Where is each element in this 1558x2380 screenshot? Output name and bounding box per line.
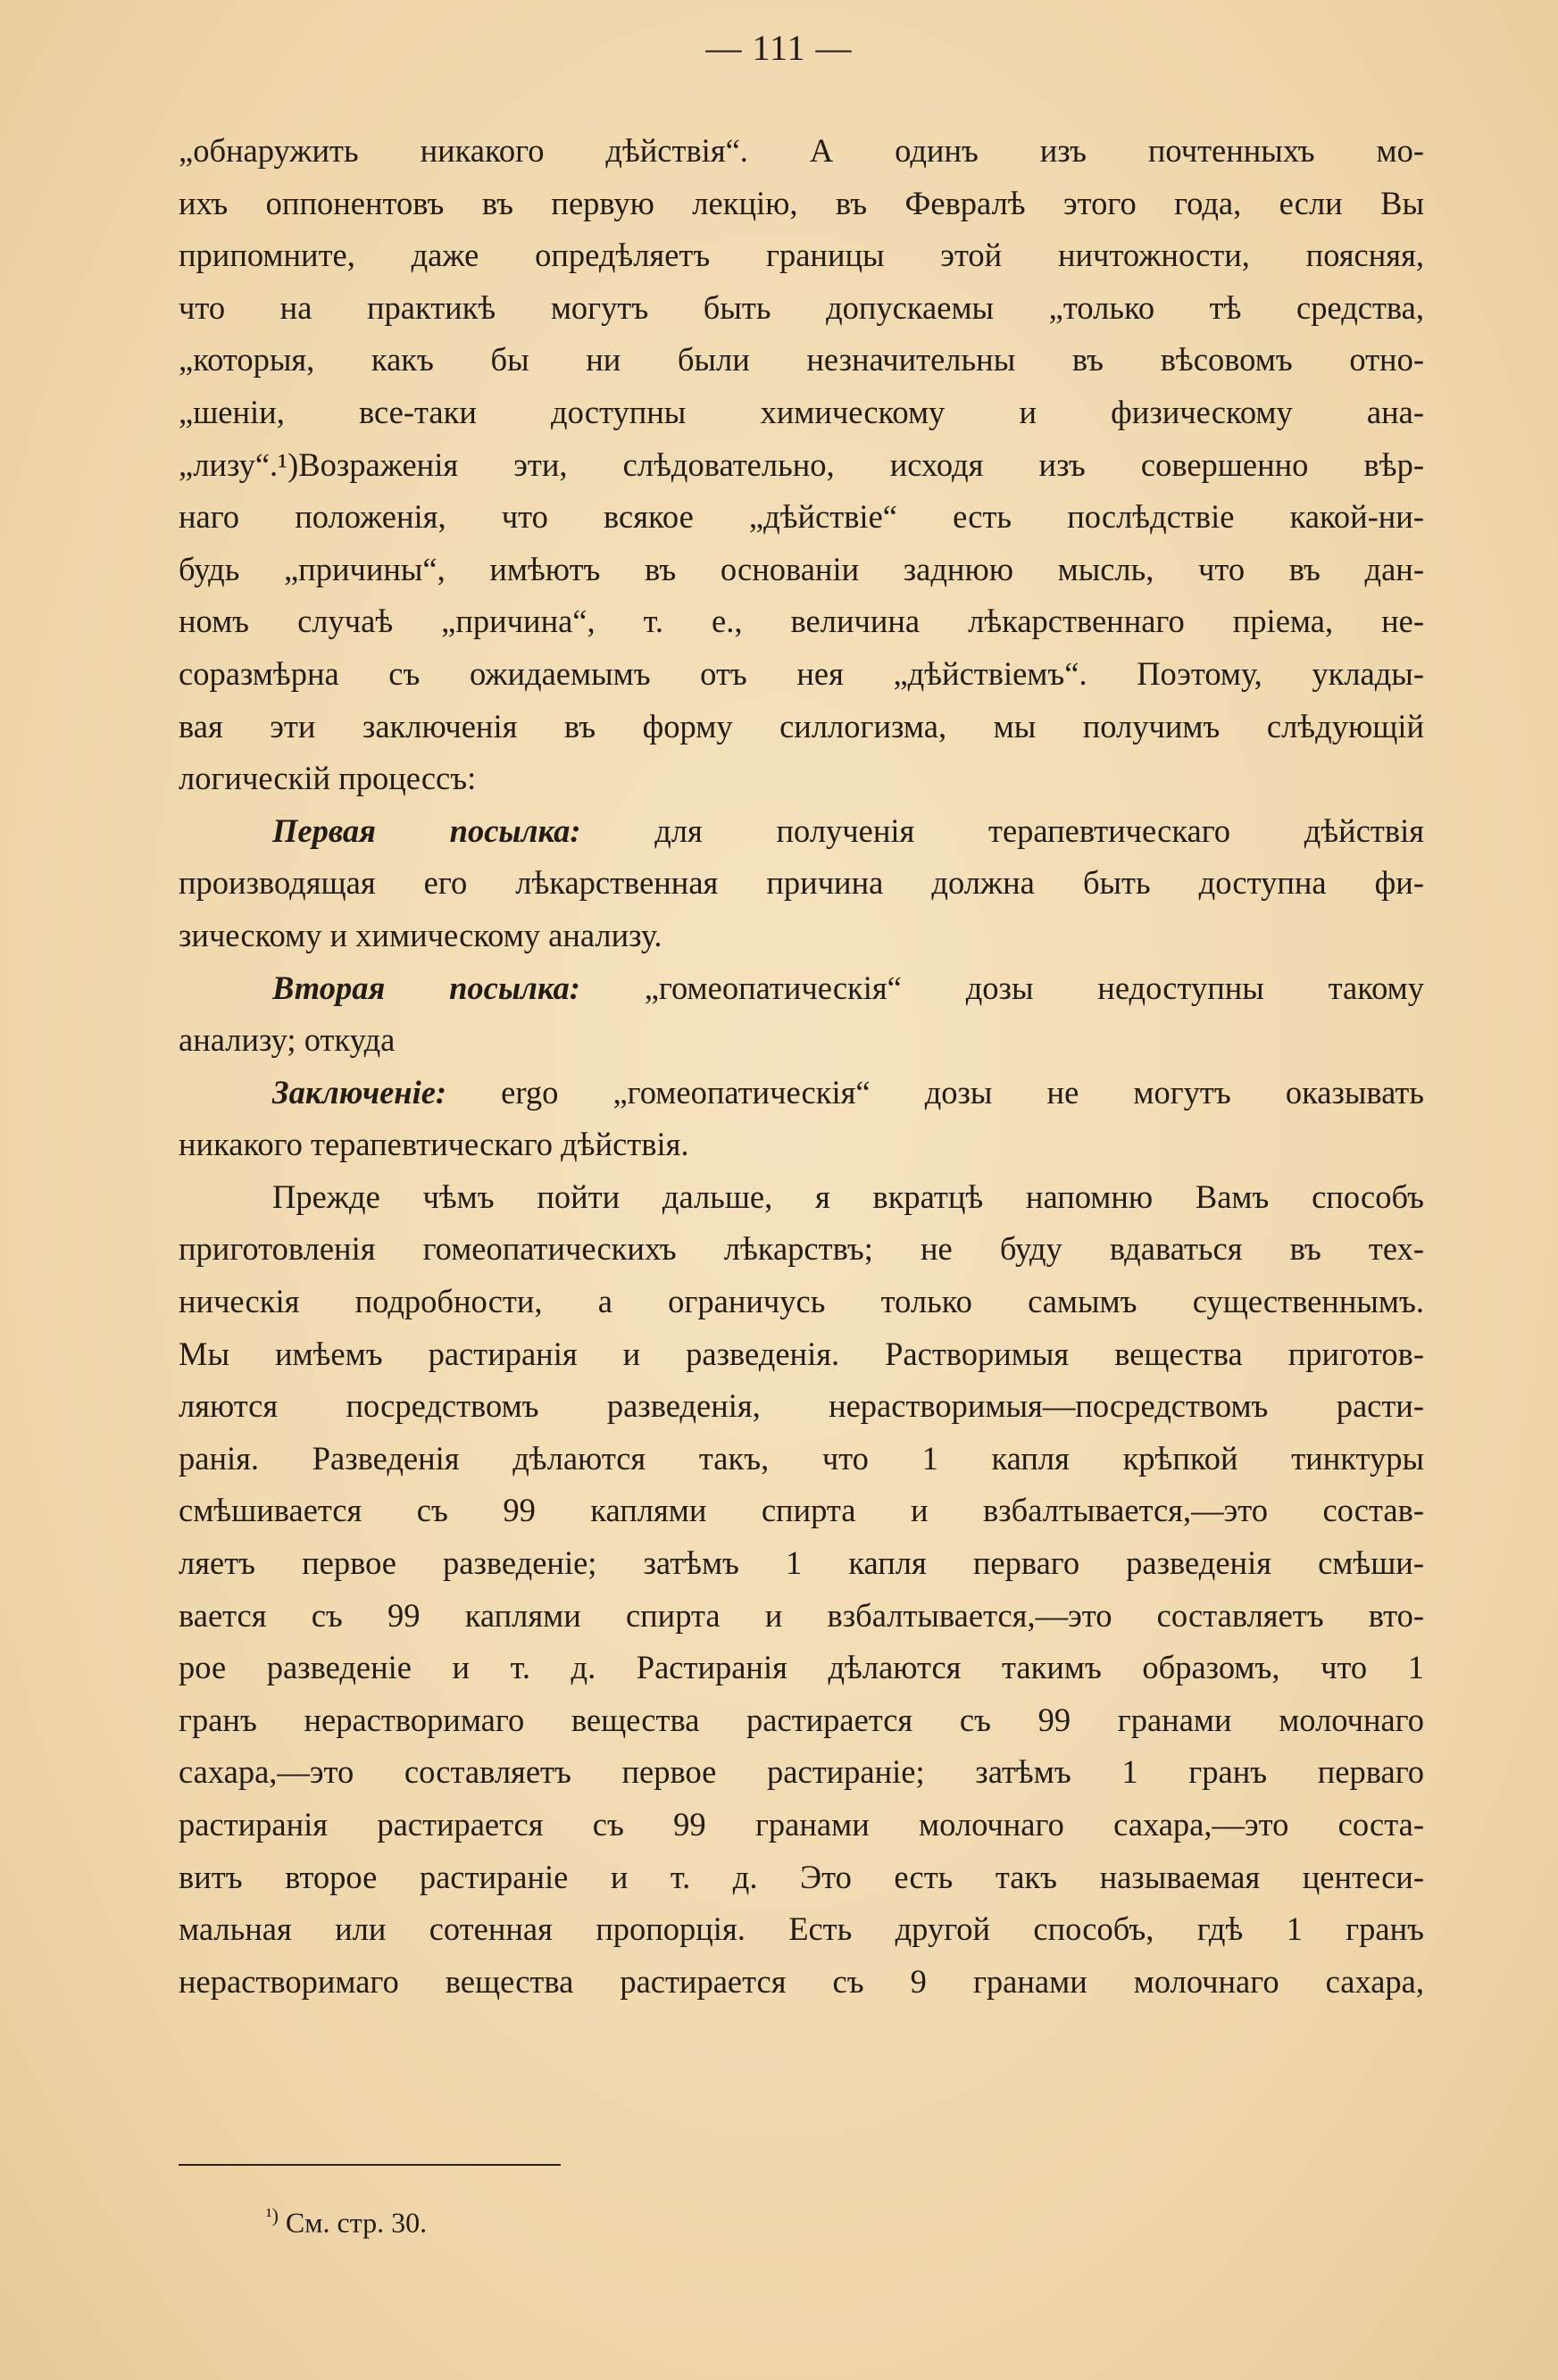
paragraph-line: нерастворимаго вещества растирается съ 9 гранами молочнаго сахара, bbox=[179, 1962, 1424, 2000]
first-premise-line bbox=[179, 805, 1424, 858]
text-line: зическому и химическому анализу. bbox=[179, 916, 662, 953]
text-line: будь „причины“, имѣютъ въ основаніи заднюю мысль, что въ дан- bbox=[179, 550, 1424, 587]
text-line: „шеніи, все-таки доступны химическому и физическому ана- bbox=[179, 393, 1424, 430]
text-line: производящая его лѣкарственная причина должна быть доступна фи- bbox=[179, 864, 1424, 902]
body-text bbox=[179, 125, 1424, 2008]
conclusion-line bbox=[179, 1067, 1424, 1119]
paragraph-line: ляются посредствомъ разведенія, нерастворимыя—посредствомъ расти- bbox=[179, 1387, 1424, 1425]
second-premise-term: Вторая посылка: bbox=[272, 969, 580, 1006]
text-line: припомните, даже опредѣляетъ границы этой ничтожности, поясняя, bbox=[179, 237, 1424, 274]
paragraph-line: ляетъ первое разведеніе; затѣмъ 1 капля перваго разведенія смѣши- bbox=[179, 1544, 1424, 1582]
text-line: что на практикѣ могутъ быть допускаемы „только тѣ средства, bbox=[179, 288, 1424, 326]
footnote-divider bbox=[179, 2164, 561, 2166]
text-line: никакого терапевтическаго дѣйствія. bbox=[179, 1126, 689, 1163]
paragraph-line: вается съ 99 каплями спирта и взбалтывается,—это составляетъ вто- bbox=[179, 1596, 1424, 1634]
first-premise-term: Первая посылка: bbox=[272, 811, 581, 849]
footnote-text: См. стр. 30. bbox=[285, 2206, 428, 2239]
footnote-mark: ¹) bbox=[266, 2204, 279, 2226]
paragraph-line: сахара,—это составляетъ первое растираніе; затѣмъ 1 гранъ перваго bbox=[179, 1753, 1424, 1791]
footnote bbox=[266, 2198, 427, 2241]
paragraph-line: мальная или сотенная пропорція. Есть другой способъ, гдѣ 1 гранъ bbox=[179, 1910, 1424, 1948]
second-premise-text: „гомеопатическія“ дозы недоступны такому bbox=[644, 969, 1424, 1006]
second-premise-line bbox=[179, 962, 1424, 1015]
text-line: наго положенія, что всякое „дѣйствіе“ есть послѣдствіе какой-ни- bbox=[179, 498, 1424, 536]
paragraph-line: гранъ нерастворимаго вещества растирается съ 99 гранами молочнаго bbox=[179, 1701, 1424, 1738]
paragraph-line: ранія. Разведенія дѣлаются такъ, что 1 капля крѣпкой тинктуры bbox=[179, 1439, 1424, 1477]
conclusion-text: ergo „гомеопатическія“ дозы не могутъ оказывать bbox=[501, 1073, 1425, 1111]
paragraph-line: ническія подробности, а ограничусь только самымъ существеннымъ. bbox=[179, 1283, 1424, 1320]
paragraph-line: витъ второе растираніе и т. д. Это есть такъ называемая центеси- bbox=[179, 1858, 1424, 1895]
conclusion-term: Заключеніе: bbox=[272, 1073, 447, 1111]
paragraph-line: приготовленія гомеопатическихъ лѣкарствъ; не буду вдаваться въ тех- bbox=[179, 1230, 1424, 1268]
first-premise-text: для полученія терапевтическаго дѣйствія bbox=[654, 811, 1425, 849]
paragraph-line: растиранія растирается съ 99 гранами молочнаго сахара,—это соста- bbox=[179, 1806, 1424, 1843]
text-line: вая эти заключенія въ форму силлогизма, мы получимъ слѣдующій bbox=[179, 707, 1424, 745]
paragraph-line: смѣшивается съ 99 каплями спирта и взбалтывается,—это состав- bbox=[179, 1492, 1424, 1529]
text-line: ихъ оппонентовъ въ первую лекцію, въ Февралѣ этого года, если Вы bbox=[179, 184, 1424, 221]
text-line: соразмѣрна съ ожидаемымъ отъ нея „дѣйствіемъ“. Поэтому, уклады- bbox=[179, 654, 1424, 692]
paragraph-line: Прежде чѣмъ пойти дальше, я вкратцѣ напомню Вамъ способъ bbox=[272, 1178, 1424, 1215]
text-line: „которыя, какъ бы ни были незначительны въ вѣсовомъ отно- bbox=[179, 341, 1424, 379]
text-line: номъ случаѣ „причина“, т. е., величина лѣкарственнаго пріема, не- bbox=[179, 603, 1424, 640]
text-line: „обнаружить никакого дѣйствія“. А одинъ изъ почтенныхъ мо- bbox=[179, 132, 1424, 169]
paragraph-line: рое разведеніе и т. д. Растиранія дѣлаются такимъ образомъ, что 1 bbox=[179, 1649, 1424, 1686]
text-line: „лизу“.¹)Возраженія эти, слѣдовательно, исходя изъ совершенно вѣр- bbox=[179, 445, 1424, 483]
page-number: — 111 — bbox=[705, 28, 853, 68]
paragraph-line: Мы имѣемъ растиранія и разведенія. Растворимыя вещества приготов- bbox=[179, 1335, 1424, 1372]
text-line: анализу; откуда bbox=[179, 1021, 396, 1059]
text-line: логическій процессъ: bbox=[179, 760, 477, 797]
